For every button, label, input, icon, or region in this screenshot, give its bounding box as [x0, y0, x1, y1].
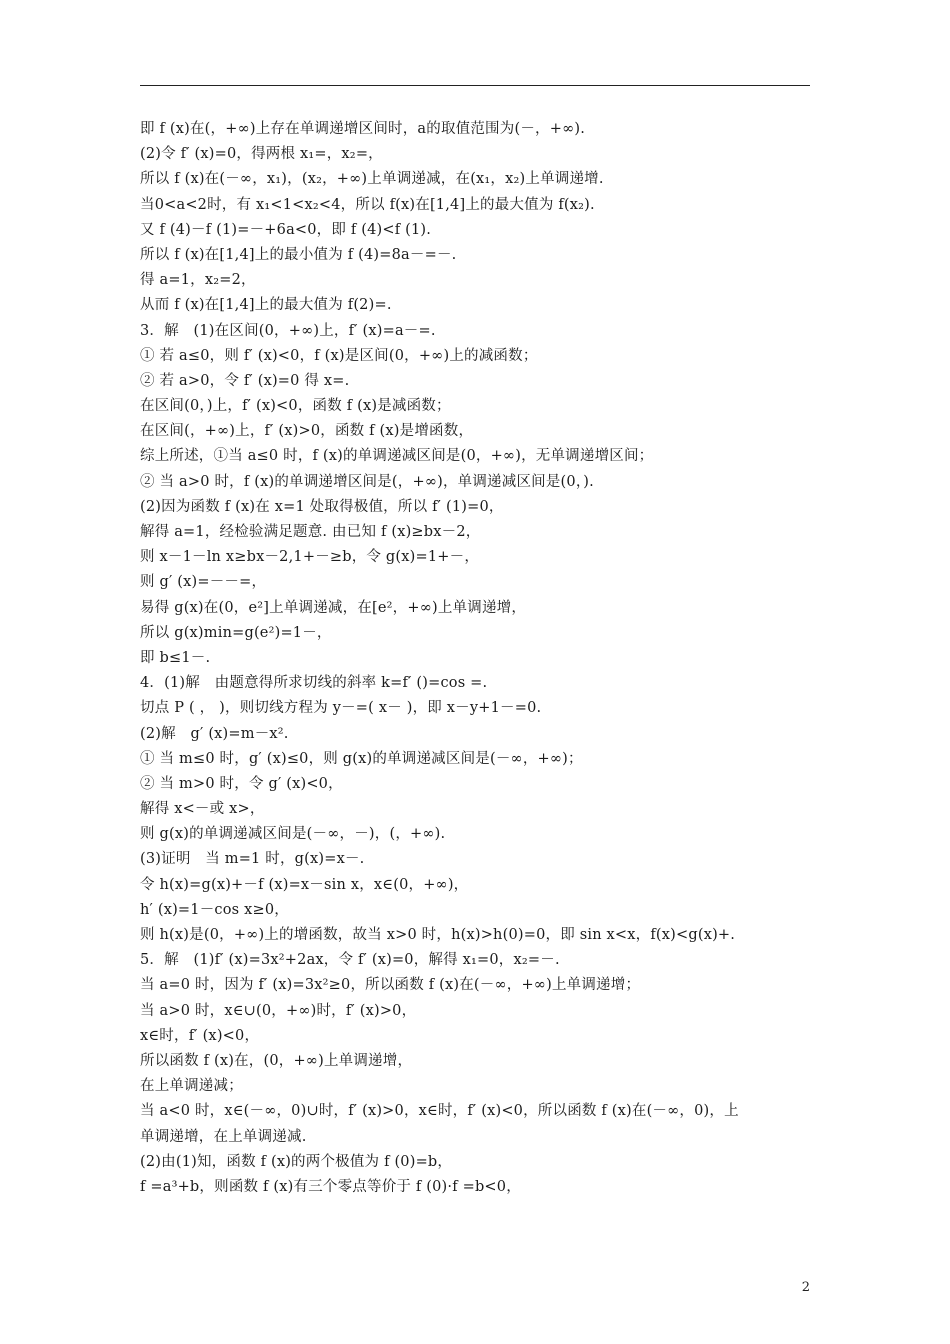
text-line: 则 g(x)的单调递减区间是(－∞，－)，(，+∞).	[140, 826, 446, 843]
text-line: (2)令 f′ (x)=0，得两根 x₁=，x₂=，	[140, 146, 383, 163]
text-line: 在上单调递减；	[140, 1078, 243, 1095]
text-line: (3)证明 当 m=1 时，g(x)=x－.	[140, 851, 365, 868]
text-line: 所以 g(x)min=g(e²)=1－，	[140, 624, 332, 641]
text-line: 解得 a=1，经检验满足题意. 由已知 f (x)≥bx－2，	[140, 524, 481, 540]
text-line: 所以函数 f (x)在，(0，+∞)上单调递增，	[140, 1052, 413, 1069]
text-line: (2)因为函数 f (x)在 x=1 处取得极值，所以 f′ (1)=0，	[140, 498, 504, 515]
document-body	[140, 117, 812, 1200]
text-line: 在区间(，+∞)上，f′ (x)>0，函数 f (x)是增函数，	[140, 423, 474, 440]
text-line: 解得 x<－或 x>，	[140, 801, 265, 818]
text-line: 所以 f (x)在[1,4]上的最小值为 f (4)=8a－=－.	[140, 246, 457, 263]
header-rule	[140, 85, 810, 86]
text-line: 4．(1)解 由题意得所求切线的斜率 k=f′ ()=cos =.	[140, 675, 488, 692]
text-line: 当 a>0 时，x∈∪(0，+∞)时，f′ (x)>0，	[140, 1002, 417, 1019]
text-line: ① 当 m≤0 时，g′ (x)≤0，则 g(x)的单调递减区间是(－∞，+∞)；	[140, 750, 583, 767]
text-line: (2)由(1)知，函数 f (x)的两个极值为 f (0)=b，	[140, 1153, 453, 1170]
text-line: 从而 f (x)在[1,4]上的最大值为 f(2)=.	[140, 297, 392, 314]
text-line: h′ (x)=1－cos x≥0，	[140, 901, 289, 918]
text-line: 又 f (4)－f (1)=－+6a<0，即 f (4)<f (1).	[140, 221, 432, 238]
text-line: 切点 P ( ， )，则切线方程为 y－=( x－ )，即 x－y+1－=0.	[140, 700, 542, 717]
text-line: 则 x－1－ln x≥bx－2,1+－≥b，令 g(x)=1+－，	[140, 549, 480, 566]
text-line: 3．解 (1)在区间(0，+∞)上，f′ (x)=a－=.	[140, 322, 436, 339]
text-line: 易得 g(x)在(0，e²]上单调递减，在[e²，+∞)上单调递增，	[140, 599, 527, 616]
text-line: 即 f (x)在(，+∞)上存在单调递增区间时，a的取值范围为(－，+∞).	[140, 121, 586, 137]
text-line: x∈时，f′ (x)<0，	[140, 1027, 260, 1044]
text-line: 令 h(x)=g(x)+－f (x)=x－sin x，x∈(0，+∞)，	[140, 876, 469, 893]
text-line: 当 a<0 时，x∈(－∞，0)∪时，f′ (x)>0，x∈时，f′ (x)<0，所以函数 f (x)在(－∞，0)，上	[140, 1103, 739, 1120]
text-line: 则 h(x)是(0，+∞)上的增函数，故当 x>0 时，h(x)>h(0)=0，即 sin x<x，f(x)<g(x)+.	[140, 927, 736, 943]
page-number: 2	[801, 1280, 810, 1295]
text-line: 当0<a<2时，有 x₁<1<x₂<4，所以 f(x)在[1,4]上的最大值为 f(x₂).	[140, 196, 595, 213]
text-line: 即 b≤1－.	[140, 649, 211, 666]
text-line: 在区间(0，)上，f′ (x)<0，函数 f (x)是减函数；	[140, 398, 451, 415]
text-line: 得 a=1，x₂=2，	[140, 272, 256, 289]
text-line: 所以 f (x)在(－∞，x₁)，(x₂，+∞)上单调递减，在(x₁，x₂)上单调递增.	[140, 171, 604, 188]
text-line: ② 当 m>0 时，令 g′ (x)<0，	[140, 775, 343, 792]
text-line: 综上所述，①当 a≤0 时，f (x)的单调递减区间是(0，+∞)，无单调递增区间；	[140, 448, 654, 465]
text-line: 则 g′ (x)=－－=，	[140, 574, 267, 591]
text-line: f =a³+b，则函数 f (x)有三个零点等价于 f (0)·f =b<0，	[140, 1178, 521, 1195]
text-line: ② 当 a>0 时，f (x)的单调递增区间是(，+∞)，单调递减区间是(0，).	[140, 473, 594, 490]
text-line: 单调递增，在上单调递减.	[140, 1128, 307, 1145]
text-line: ① 若 a≤0，则 f′ (x)<0，f (x)是区间(0，+∞)上的减函数；	[140, 347, 538, 364]
text-line: (2)解 g′ (x)=m－x².	[140, 725, 289, 742]
text-line: 当 a=0 时，因为 f′ (x)=3x²≥0，所以函数 f (x)在(－∞，+∞)上单调递增；	[140, 977, 641, 994]
text-line: 5．解 (1)f′ (x)=3x²+2ax，令 f′ (x)=0，解得 x₁=0，x₂=－.	[140, 952, 560, 969]
text-line: ② 若 a>0，令 f′ (x)=0 得 x=.	[140, 372, 350, 389]
